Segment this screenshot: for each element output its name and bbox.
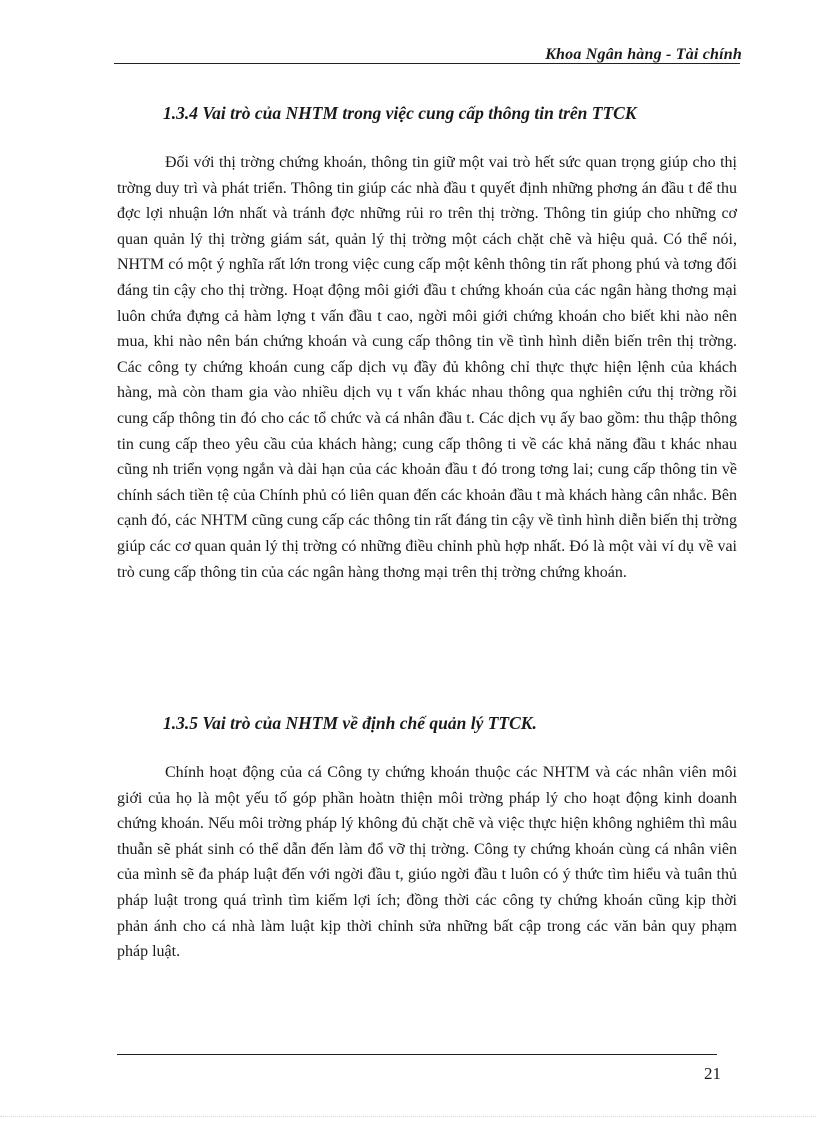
- section-heading-1-3-4: 1.3.4 Vai trò của NHTM trong việc cung cấp thông tin trên TTCK: [163, 103, 637, 123]
- page-number: 21: [704, 1064, 721, 1083]
- section-paragraph-1-3-4: Đối với thị trờng chứng khoán, thông tin giữ một vai trò hết sức quan trọng giúp cho thị trờng duy trì và phát triển. Thông tin giúp các nhà đầu t quyết định những phơng án đầu t để thu đợc lợi nhuận lớn nhất và tránh đợc những rủi ro trên thị trờng. Thông tin giúp cho những cơ quan quản lý thị trờng giám sát, quản lý thị trờng một cách chặt chẽ và hiệu quả. Có thể nói, NHTM có một ý nghĩa rất lớn trong việc cung cấp một kênh thông tin rất phong phú và tơng đối đáng tin cậy cho thị trờng. Hoạt động môi giới đầu t chứng khoán của các ngân hàng thơng mại luôn chứa đựng cả hàm lợng t vấn đầu t cao, ngời môi giới chứng khoán cho biết khi nào nên mua, khi nào nên bán chứng khoán và cung cấp thông tin về tình hình diễn biến trên thị trờng. Các công ty chứng khoán cung cấp dịch vụ đầy đủ không chỉ thực thực hiện lệnh của khách hàng, mà còn tham gia vào nhiều dịch vụ t vấn khác nhau thông qua nghiên cứu thị trờng rồi cung cấp thông tin đó cho các tổ chức và cá nhân đầu t. Các dịch vụ ấy bao gồm: thu thập thông tin cung cấp theo yêu cầu của khách hàng; cung cấp thông ti về các khả năng đầu t khác nhau cũng nh triển vọng ngắn và dài hạn của các khoản đầu t đó trong tơng lai; cung cấp thông tin về chính sách tiền tệ của Chính phủ có liên quan đến các khoản đầu t mà khách hàng cân nhắc. Bên cạnh đó, các NHTM cũng cung cấp các thông tin rất đáng tin cậy về tình hình diễn biến thị trờng giúp các cơ quan quản lý thị trờng có những điều chỉnh phù hợp nhất. Đó là một vài ví dụ về vai trò cung cấp thông tin của các ngân hàng thơng mại trên thị trờng chứng khoán.: [117, 154, 737, 581]
- footer-divider: [117, 1054, 717, 1055]
- section-paragraph-1-3-5: Chính hoạt động của cá Công ty chứng khoán thuộc các NHTM và các nhân viên môi giới của họ là một yếu tố góp phần hoàtn thiện môi trờng pháp lý cho hoạt động kinh doanh chứng khoán. Nếu môi trờng pháp lý không đủ chặt chẽ và việc thực hiện không nghiêm thì mâu thuẫn sẽ phát sinh có thể dẫn đến làm đổ vỡ thị trờng. Công ty chứng khoán cùng cá nhân viên của mình sẽ đa pháp luật đến với ngời đầu t, giúo ngời đầu t luôn có ý thức tìm hiểu và tuân thủ pháp luật trong quá trình tìm kiếm lợi ích; đồng thời các công ty chứng khoán cũng kịp thời phản ánh cho cá nhà làm luật kịp thời chỉnh sửa những bất cập trong các văn bản quy phạm pháp luật.: [117, 764, 737, 961]
- page-header-title: Khoa Ngân hàng - Tài chính: [545, 46, 742, 63]
- bottom-dotted-line: [0, 1116, 816, 1117]
- header-divider: [114, 63, 740, 64]
- section-heading-1-3-5: 1.3.5 Vai trò của NHTM về định chế quản lý TTCK.: [163, 713, 537, 733]
